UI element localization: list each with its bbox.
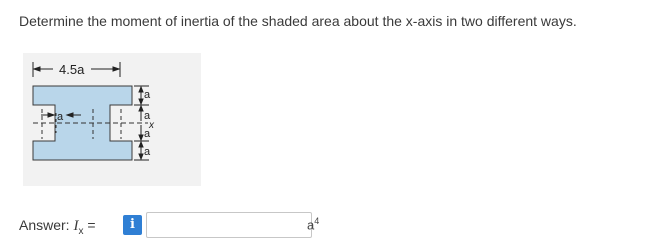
answer-input[interactable] xyxy=(146,212,315,238)
answer-prefix: Answer: xyxy=(19,217,74,233)
unit-exponent: 4 xyxy=(314,216,320,226)
question-text: Determine the moment of inertia of the shaded area about the x-axis in two different ways. xyxy=(19,13,577,29)
info-icon[interactable]: i xyxy=(123,215,142,235)
answer-equals: = xyxy=(83,217,96,233)
right-label-4: a xyxy=(144,146,151,158)
figure-drawing xyxy=(23,53,201,186)
unit-base: a xyxy=(307,217,315,233)
answer-variable: I xyxy=(73,218,79,234)
cross-section-figure xyxy=(23,53,201,186)
unit-label xyxy=(307,216,319,232)
right-label-3: a xyxy=(144,128,151,140)
width-label: 4.5a xyxy=(59,62,85,77)
answer-subscript: x xyxy=(78,225,84,237)
x-axis-label: x xyxy=(149,120,154,131)
right-label-1: a xyxy=(144,89,151,101)
inner-label: a xyxy=(57,111,64,123)
answer-label xyxy=(19,217,96,237)
right-label-2: a xyxy=(144,110,151,122)
